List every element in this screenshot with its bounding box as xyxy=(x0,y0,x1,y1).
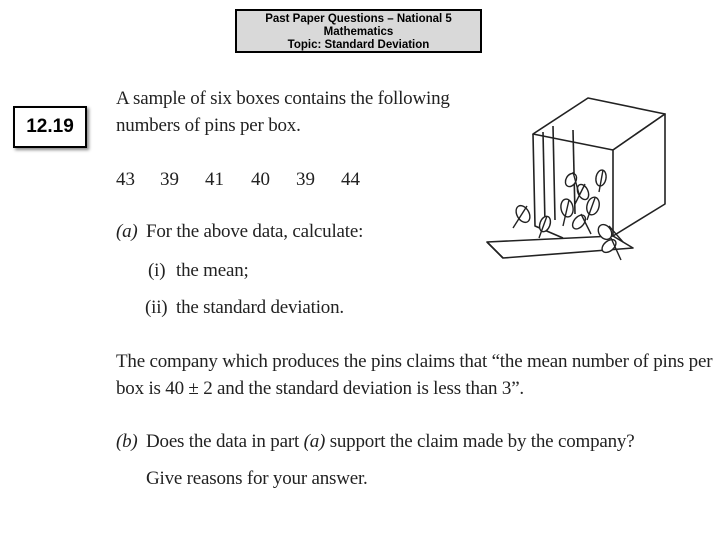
part-a-ii-label: (ii) xyxy=(145,297,168,318)
header-subject: Mathematics xyxy=(323,26,394,38)
part-b-line-2: Give reasons for your answer. xyxy=(146,468,368,489)
header-title: Past Paper Questions – National 5 xyxy=(265,13,452,25)
header-topic: Topic: Standard Deviation xyxy=(287,39,430,51)
intro-line-1: A sample of six boxes contains the following xyxy=(116,88,450,109)
data-value: 39 xyxy=(296,169,315,190)
intro-line-2: numbers of pins per box. xyxy=(116,115,301,136)
page-header xyxy=(235,9,482,53)
part-b-text-before: Does the data in part xyxy=(146,431,304,452)
data-value: 43 xyxy=(116,169,135,190)
claim-line-2: box is 40 ± 2 and the standard deviation is less than 3”. xyxy=(116,378,524,399)
data-value: 40 xyxy=(251,169,270,190)
part-a-i-label: (i) xyxy=(148,260,166,281)
part-a-ii-text: the standard deviation. xyxy=(176,297,344,318)
part-a-i-text: the mean; xyxy=(176,260,249,281)
part-b-label: (b) xyxy=(116,431,138,452)
data-value: 44 xyxy=(341,169,360,190)
claim-line-1: The company which produces the pins claims that “the mean number of pins per xyxy=(116,351,713,372)
part-b-text xyxy=(146,431,634,453)
pin-box-illustration xyxy=(483,96,673,266)
part-a-label: (a) xyxy=(116,221,138,242)
data-value: 41 xyxy=(205,169,224,190)
part-a-text: For the above data, calculate: xyxy=(146,221,364,242)
part-b-text-after: support the claim made by the company? xyxy=(325,431,635,452)
data-value: 39 xyxy=(160,169,179,190)
part-b-text-ref: (a) xyxy=(303,431,326,452)
question-number-box: 12.19 xyxy=(13,106,87,148)
